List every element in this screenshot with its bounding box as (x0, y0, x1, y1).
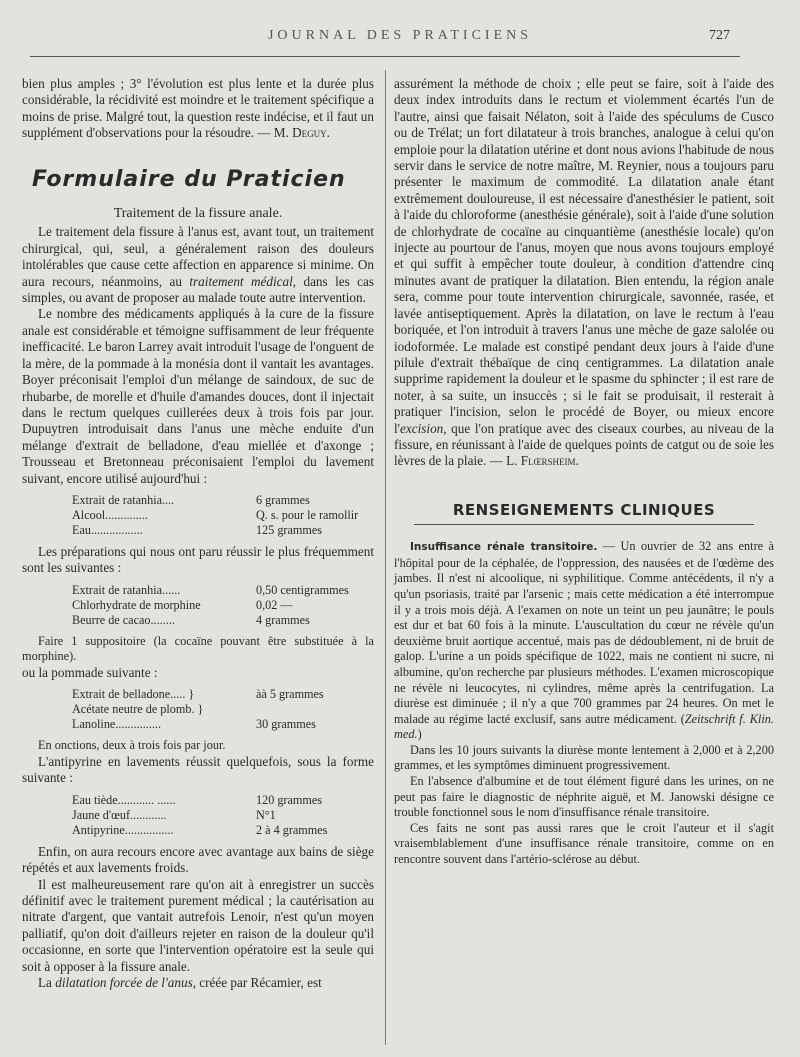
quantity: 4 grammes (256, 612, 310, 627)
ingredient: Chlorhydrate de morphine (72, 597, 201, 612)
recipe-4 (72, 793, 331, 838)
paragraph-5: ou la pommade suivante : (22, 664, 158, 680)
clinical-section-rule (414, 524, 754, 525)
p1-text-b: , dans les cas simples, ou avant de proposer au malade toute autre intervention. (22, 273, 374, 306)
case-text-b: ) (417, 727, 422, 742)
rp1-text-b: , que l'on pratique avec des ciseaux courbes, au niveau de la fissure, en réunissant à l'aide de quelques points de catgut ou de soie les lèvres de la plaie. — (394, 420, 774, 469)
case-paragraph-2: Dans les 10 jours suivants la diurèse monte lentement à 2,000 et à 2,200 grammes, et les symptômes diminuent progressivement. (394, 742, 774, 773)
recipe-row (72, 702, 328, 717)
case-citation: Zeitschrift f. Klin. med. (394, 711, 774, 742)
case-paragraph-3: En l'absence d'albumine et de tout élément figuré dans les urines, on ne peut pas faire le diagnostic de néphrite aiguë, et M. Janowski désigne ce trouble fonctionnel sous le nom d'insuffisance rénale transitoire. (394, 774, 774, 820)
ingredient: Lanoline............... (72, 717, 162, 732)
ingredient: Beurre de cacao........ (72, 612, 175, 627)
left-column (22, 76, 374, 991)
recipe-row (72, 598, 353, 613)
rp1-text-a: assurément la méthode de choix ; elle peut se faire, soit à l'aide des deux index introduits dans le rectum et violemment écartés l'un de l'autre, ainsi que faisait Nélaton, soit à l'aide des spéculums de Cusco ou de Trélat; un fort dilatateur à trois branches, analogue à celui qu'on emploie pour la dilatation utérine et dont nous avions l'habitude de nous servir dans le service de notre maître, M. Reynier, nous a toujours paru présenter le maximum de commodité. La dilatation anale étant extrêmement douloureuse, il est nécessaire d'anesthésier le patient, soit à l'aide du chloroforme (anesthésie générale), soit à l'aide d'une solution de chlorhydrate de cocaïne au cinquantième (anesthésie locale) qu'on injecte au pourtour de l'anus, moyen que nous avons toujours employé et qui suffit à empêcher toute douleur, à condition d'attendre cinq minutes avant de pratiquer la dilatation. Bien entendu, la région anale sera, comme pour toute intervention chirurgicale, savonnée, rasée, et lavée antiseptiquement. Après la dilatation, on lave le rectum à l'eau boriquée, et l'on introduit à travers l'anus une mèche de gaze salolée ou iodoformée. Le malade est constipé pendant deux jours à l'aide d'une pilule d'extrait thébaïque de cinq centigrammes. La dilatation anale supprime rapidement la douleur et le spasme du sphincter ; il est rare de noter, à sa suite, un insuccès ; si le fait se produisait, il resterait à pratiquer l'incision, selon le procédé de Boyer, ou mieux encore l' (394, 76, 774, 436)
recipe-row (72, 613, 353, 628)
paragraph-7: L'antipyrine en lavements réussit quelquefois, sous la forme suivante : (22, 753, 374, 786)
recipe-row (72, 717, 328, 732)
intro-paragraph (22, 76, 374, 142)
header-rule (30, 56, 740, 57)
right-paragraph-1 (394, 76, 774, 470)
recipe-row (72, 583, 353, 598)
rp1-signature: L. Flœrsheim. (506, 453, 579, 469)
quantity: 125 grammes (256, 522, 323, 537)
ingredient: Antipyrine................ (72, 822, 174, 837)
ingredient: Alcool.............. (72, 507, 148, 522)
quantity: N°1 (256, 807, 276, 822)
paragraph-2: Le nombre des médicaments appliqués à la cure de la fissure anale est considérable et témoigne suffisamment de leur fréquente inefficacité. Le baron Larrey avait introduit l'usage de l'onguent de la mère, de la pommade à la monésia dont il vantait les avantages. Boyer préconisait l'emploi d'un mélange de saindoux, de suc de rhubarbe, de morelle et d'huile d'amandes douces, dont il injectait dans le rectum quelques cuillerées deux à trois fois par jour. Dupuytren introduisait dans l'anus une mèche enduite d'un mélange d'extrait de belladone, d'eau miellée et d'axonge ; Trousseau et Bretonneau préconisaient l'emploi du lavement suivant, encore utilisé aujourd'hui : (22, 306, 374, 486)
recipe-3 (72, 687, 328, 732)
right-column (394, 76, 774, 868)
paragraph-4: Faire 1 suppositoire (la cocaïne pouvant être substituée à la morphine). (22, 633, 374, 664)
page-header (30, 28, 770, 48)
quantity: 6 grammes (256, 492, 310, 507)
recipe-row (72, 687, 328, 702)
clinical-section-title: RENSEIGNEMENTS CLINIQUES (452, 500, 716, 519)
recipe-row (72, 508, 362, 523)
ingredient: Extrait de belladone..... } (72, 687, 195, 702)
p10-text-a: La (38, 975, 52, 990)
rp1-emphasis: excision (400, 420, 444, 436)
p1-text-a: Le traitement dela fissure à l'anus est, avant tout, un traitement chirurgical, qui, seul, a généralement raison des douleurs intolérables que cause cette affection en apparence si minime. On aura recours, néanmoins, au (22, 224, 374, 289)
quantity: 30 grammes (256, 717, 316, 732)
intro-signature: M. Deguy. (273, 125, 330, 141)
case-paragraph-1 (394, 539, 774, 743)
p10-emphasis: dilatation forcée de l'anus (55, 975, 193, 990)
intro-text: bien plus amples ; 3° l'évolution est plus lente et la durée plus considérable, la récidivité est moindre et le traitement spécifique a moins de prise. Malgré tout, la question reste indécise, et il faut un supplément d'observations pour la résoudre. — (22, 76, 374, 141)
p10-text-b: , créée par Récamier, est (192, 975, 322, 990)
recipe-row (72, 808, 331, 823)
quantity: 2 à 4 grammes (256, 822, 328, 837)
quantity: 0,50 centigrammes (256, 582, 349, 597)
ingredient: Extrait de ratanhia.... (72, 492, 175, 507)
ingredient: Eau tiède............ ...... (72, 792, 176, 807)
case-text-a: — Un ouvrier de 32 ans entre à l'hôpital pour de la céphalée, de l'oppression, des nausées et de l'œdème des jambes. Il n'est ni alcoolique, ni syphilitique. Comme antécédents, il n'y a qu'un psoriasis, traité par l'arsenic ; mais cette médication a été interrompue il y a trois mois déjà. A l'examen on note un teint un peu jaunâtre; le pouls est dur et bat 60 fois à la minute. L'auscultation du cœur ne révèle qu'un deuxième bruit aortique accentué, mais pas de dédoublement, ni de bruit de galop. L'urine a un poids spécifique de 1022, mais ne contient ni sucre, ni albumine, qu'on recherche par plusieurs méthodes. L'examen microscopique ne révèle ni leucocytes, ni cylindres, même après la centrifugation. La diurèse est diminuée ; il n'y a que 700 grammes par 24 heures. On met le malade au régime lacté exclusif, sans autre médicament. ( (394, 539, 775, 726)
ingredient: Eau................. (72, 522, 143, 537)
page-number: 727 (709, 28, 730, 43)
paragraph-9: Il est malheureusement rare qu'on ait à enregistrer un succès définitif avec le traitement purement médical ; la cautérisation au nitrate d'argent, que vantait autrefois Lenoir, n'est qu'un moyen palliatif, qu'on doit d'ailleurs rejeter en raison de la douleur qu'il occasionne, en sorte que l'intervention opératoire est la seule qui soit à opposer à la fissure anale. (22, 876, 374, 974)
recipe-row (72, 793, 331, 808)
recipe-1 (72, 493, 362, 538)
p1-emphasis: traitement médical (189, 273, 293, 289)
recipe-row (72, 493, 362, 508)
recipe-row (72, 523, 362, 538)
paragraph-6: En onctions, deux à trois fois par jour. (38, 738, 226, 753)
section-title: Formulaire du Praticien (32, 166, 346, 192)
paragraph-8: Enfin, on aura recours encore avec avantage aux bains de siège répétés et aux lavements froids. (22, 843, 374, 876)
paragraph-10 (22, 975, 374, 991)
quantity (226, 702, 328, 717)
case-paragraph-4: Ces faits ne sont pas aussi rares que le croit l'auteur et il s'agit vraisemblablement d'une insuffisance rénale transitoire, comme on en rencontre souvent dans l'artério-sclérose au début. (394, 820, 774, 867)
subheading: Traitement de la fissure anale. (113, 206, 283, 222)
column-divider (385, 70, 386, 1045)
ingredient: Acétate neutre de plomb. } (72, 702, 204, 717)
quantity: 0,02 — (256, 597, 293, 612)
ingredient: Extrait de ratanhia...... (72, 582, 181, 597)
recipe-row (72, 823, 331, 838)
paragraph-3: Les préparations qui nous ont paru réussir le plus fréquemment sont les suivantes : (22, 543, 374, 576)
ingredient: Jaune d'œuf............ (72, 807, 167, 822)
quantity: Q. s. pour le ramollir (256, 507, 359, 522)
case-title: Insuffisance rénale transitoire. (410, 541, 598, 554)
recipe-2 (72, 583, 353, 628)
quantity: àà 5 grammes (256, 687, 324, 702)
quantity: 120 grammes (256, 792, 323, 807)
paragraph-1 (22, 224, 374, 306)
journal-title: JOURNAL DES PRATICIENS (267, 28, 533, 43)
